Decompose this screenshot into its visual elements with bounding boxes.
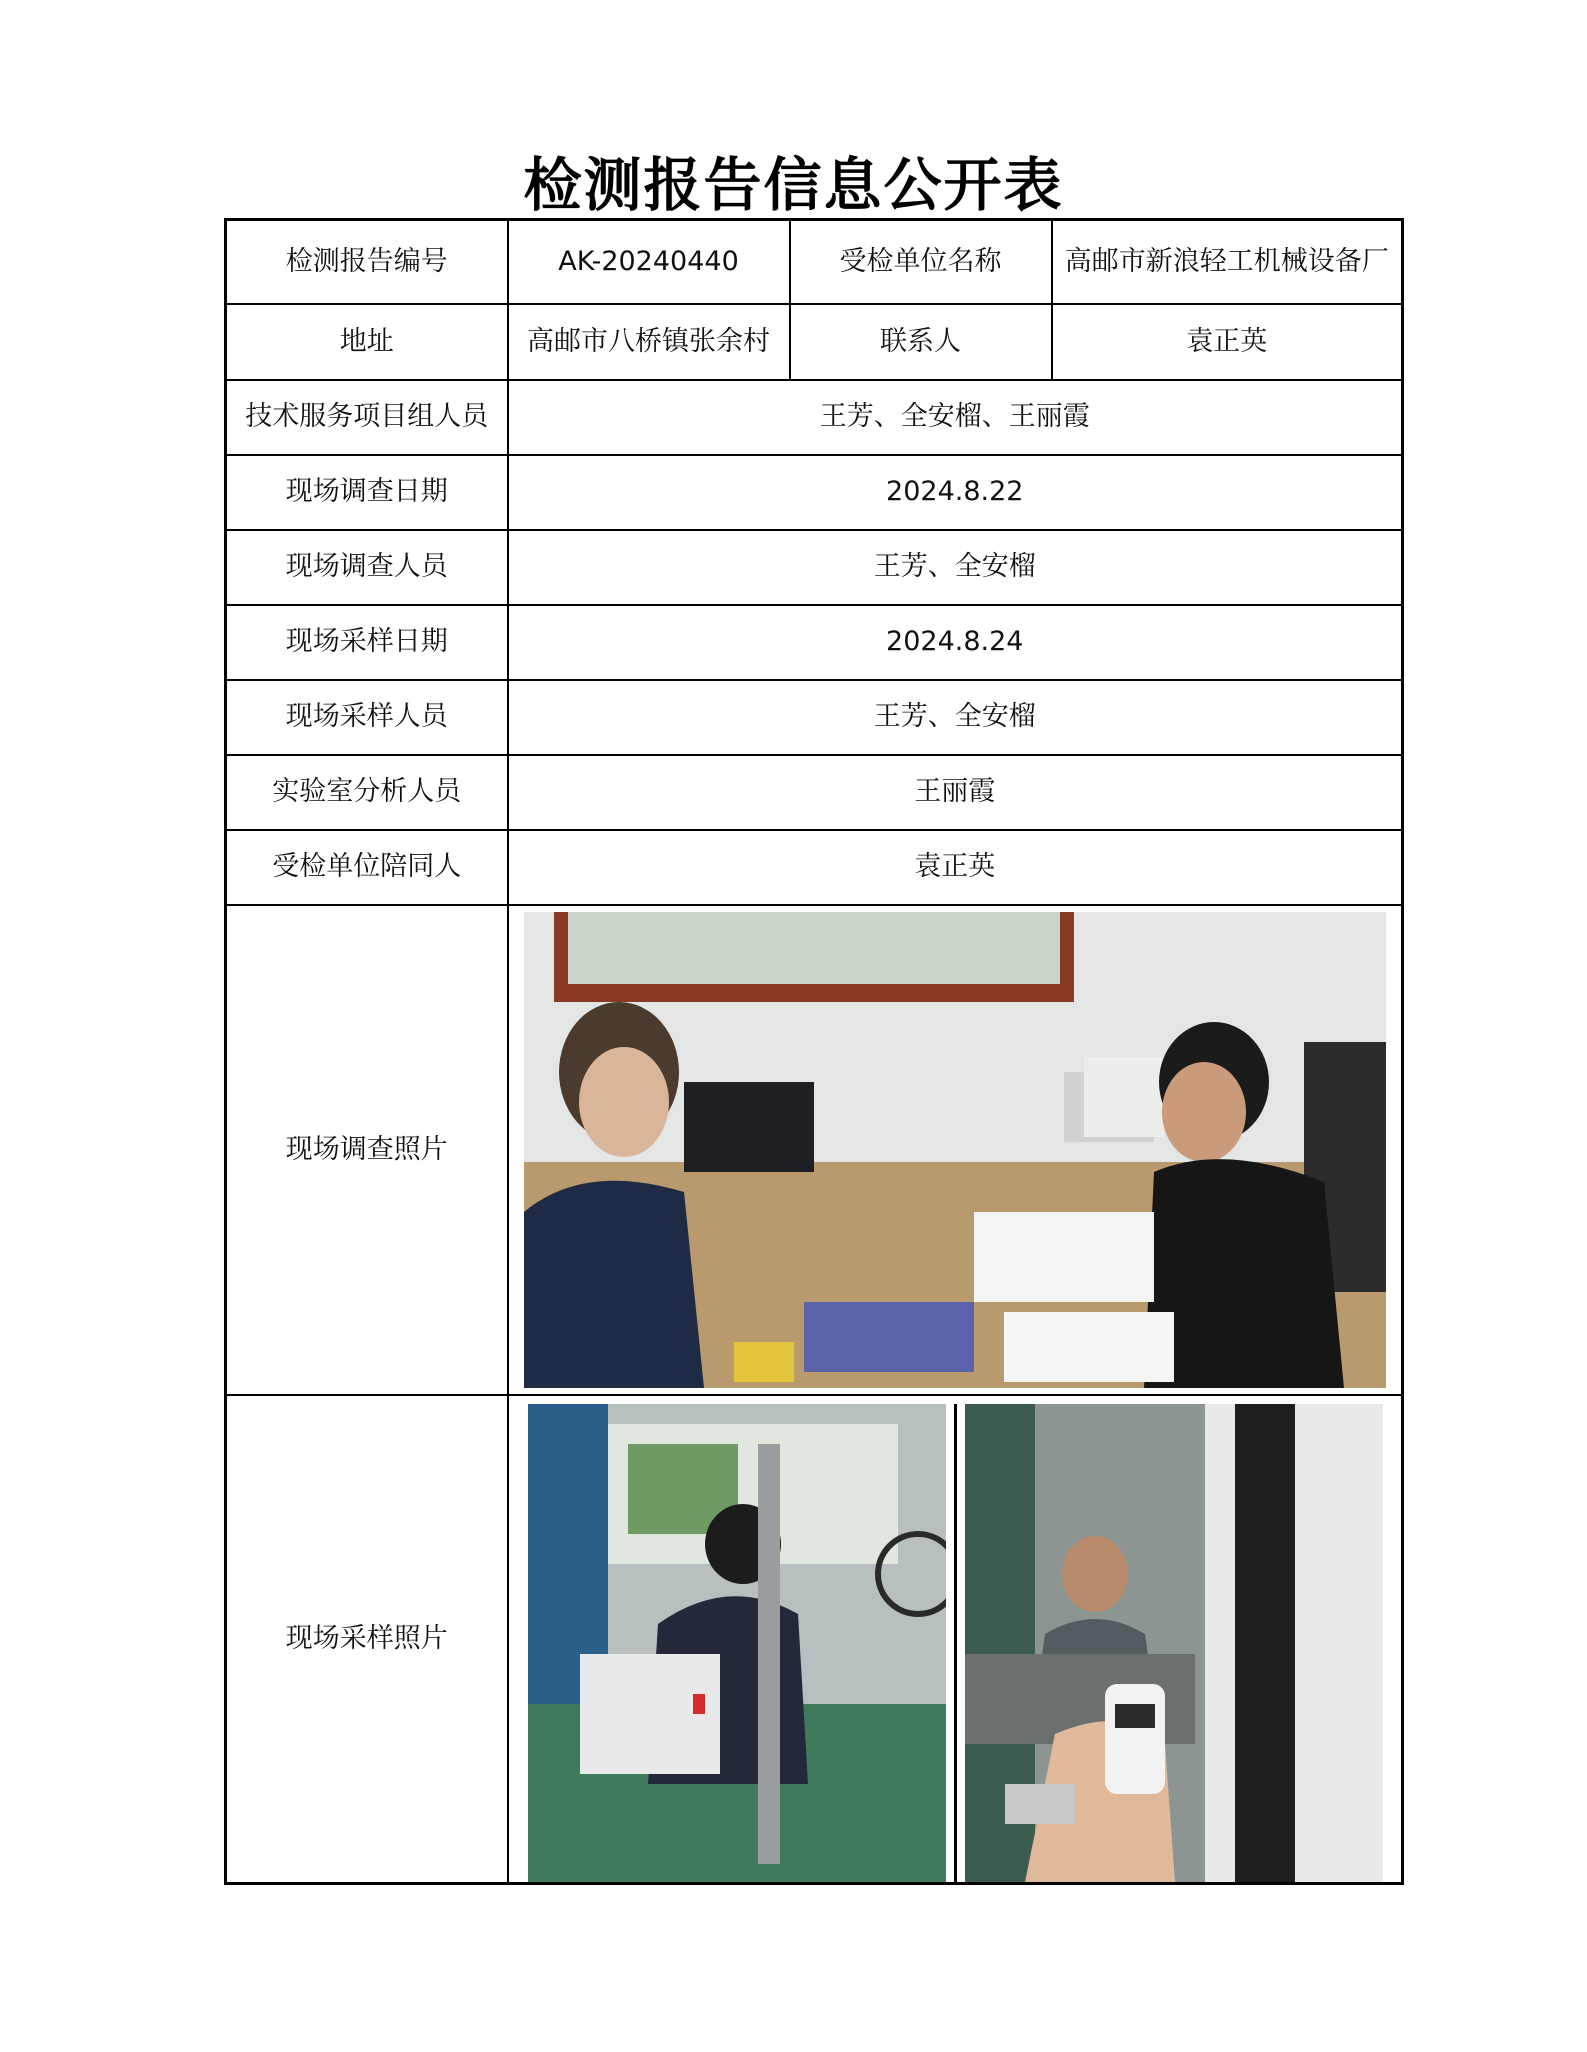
survey-date-label: 现场调查日期 xyxy=(226,455,508,530)
survey-staff-value: 王芳、全安榴 xyxy=(508,530,1403,605)
team-label: 技术服务项目组人员 xyxy=(226,380,508,455)
report-no-label: 检测报告编号 xyxy=(226,220,508,304)
table-row xyxy=(226,905,1403,1395)
table-row xyxy=(226,530,1403,605)
survey-photo xyxy=(524,912,1386,1388)
lab-staff-value: 王丽霞 xyxy=(508,755,1403,830)
survey-staff-label: 现场调查人员 xyxy=(226,530,508,605)
sampling-date-value: 2024.8.24 xyxy=(508,605,1403,680)
escort-value: 袁正英 xyxy=(508,830,1403,905)
table-row xyxy=(226,380,1403,455)
unit-name-label: 受检单位名称 xyxy=(790,220,1052,304)
lab-staff-label: 实验室分析人员 xyxy=(226,755,508,830)
report-table xyxy=(224,218,1404,1885)
sampling-photo-label: 现场采样照片 xyxy=(226,1395,508,1884)
address-value: 高邮市八桥镇张余村 xyxy=(508,304,790,380)
survey-photo-label: 现场调查照片 xyxy=(226,905,508,1395)
table-row xyxy=(226,755,1403,830)
address-label: 地址 xyxy=(226,304,508,380)
escort-label: 受检单位陪同人 xyxy=(226,830,508,905)
survey-date-value: 2024.8.22 xyxy=(508,455,1403,530)
table-row xyxy=(226,220,1403,304)
unit-name-value: 高邮市新浪轻工机械设备厂 xyxy=(1052,220,1403,304)
sampling-staff-value: 王芳、全安榴 xyxy=(508,680,1403,755)
sampling-staff-label: 现场采样人员 xyxy=(226,680,508,755)
sampling-date-label: 现场采样日期 xyxy=(226,605,508,680)
table-row xyxy=(226,680,1403,755)
sampling-photo-right xyxy=(965,1404,1383,1882)
table-row xyxy=(226,304,1403,380)
table-row xyxy=(226,830,1403,905)
report-no-value: AK-20240440 xyxy=(508,220,790,304)
table-row xyxy=(226,455,1403,530)
team-value: 王芳、全安榴、王丽霞 xyxy=(508,380,1403,455)
contact-label: 联系人 xyxy=(790,304,1052,380)
contact-value: 袁正英 xyxy=(1052,304,1403,380)
sampling-photo-left xyxy=(528,1404,946,1882)
table-row xyxy=(226,1395,1403,1884)
photo-divider xyxy=(954,1404,957,1883)
table-row xyxy=(226,605,1403,680)
page-title: 检测报告信息公开表 xyxy=(523,151,1064,219)
